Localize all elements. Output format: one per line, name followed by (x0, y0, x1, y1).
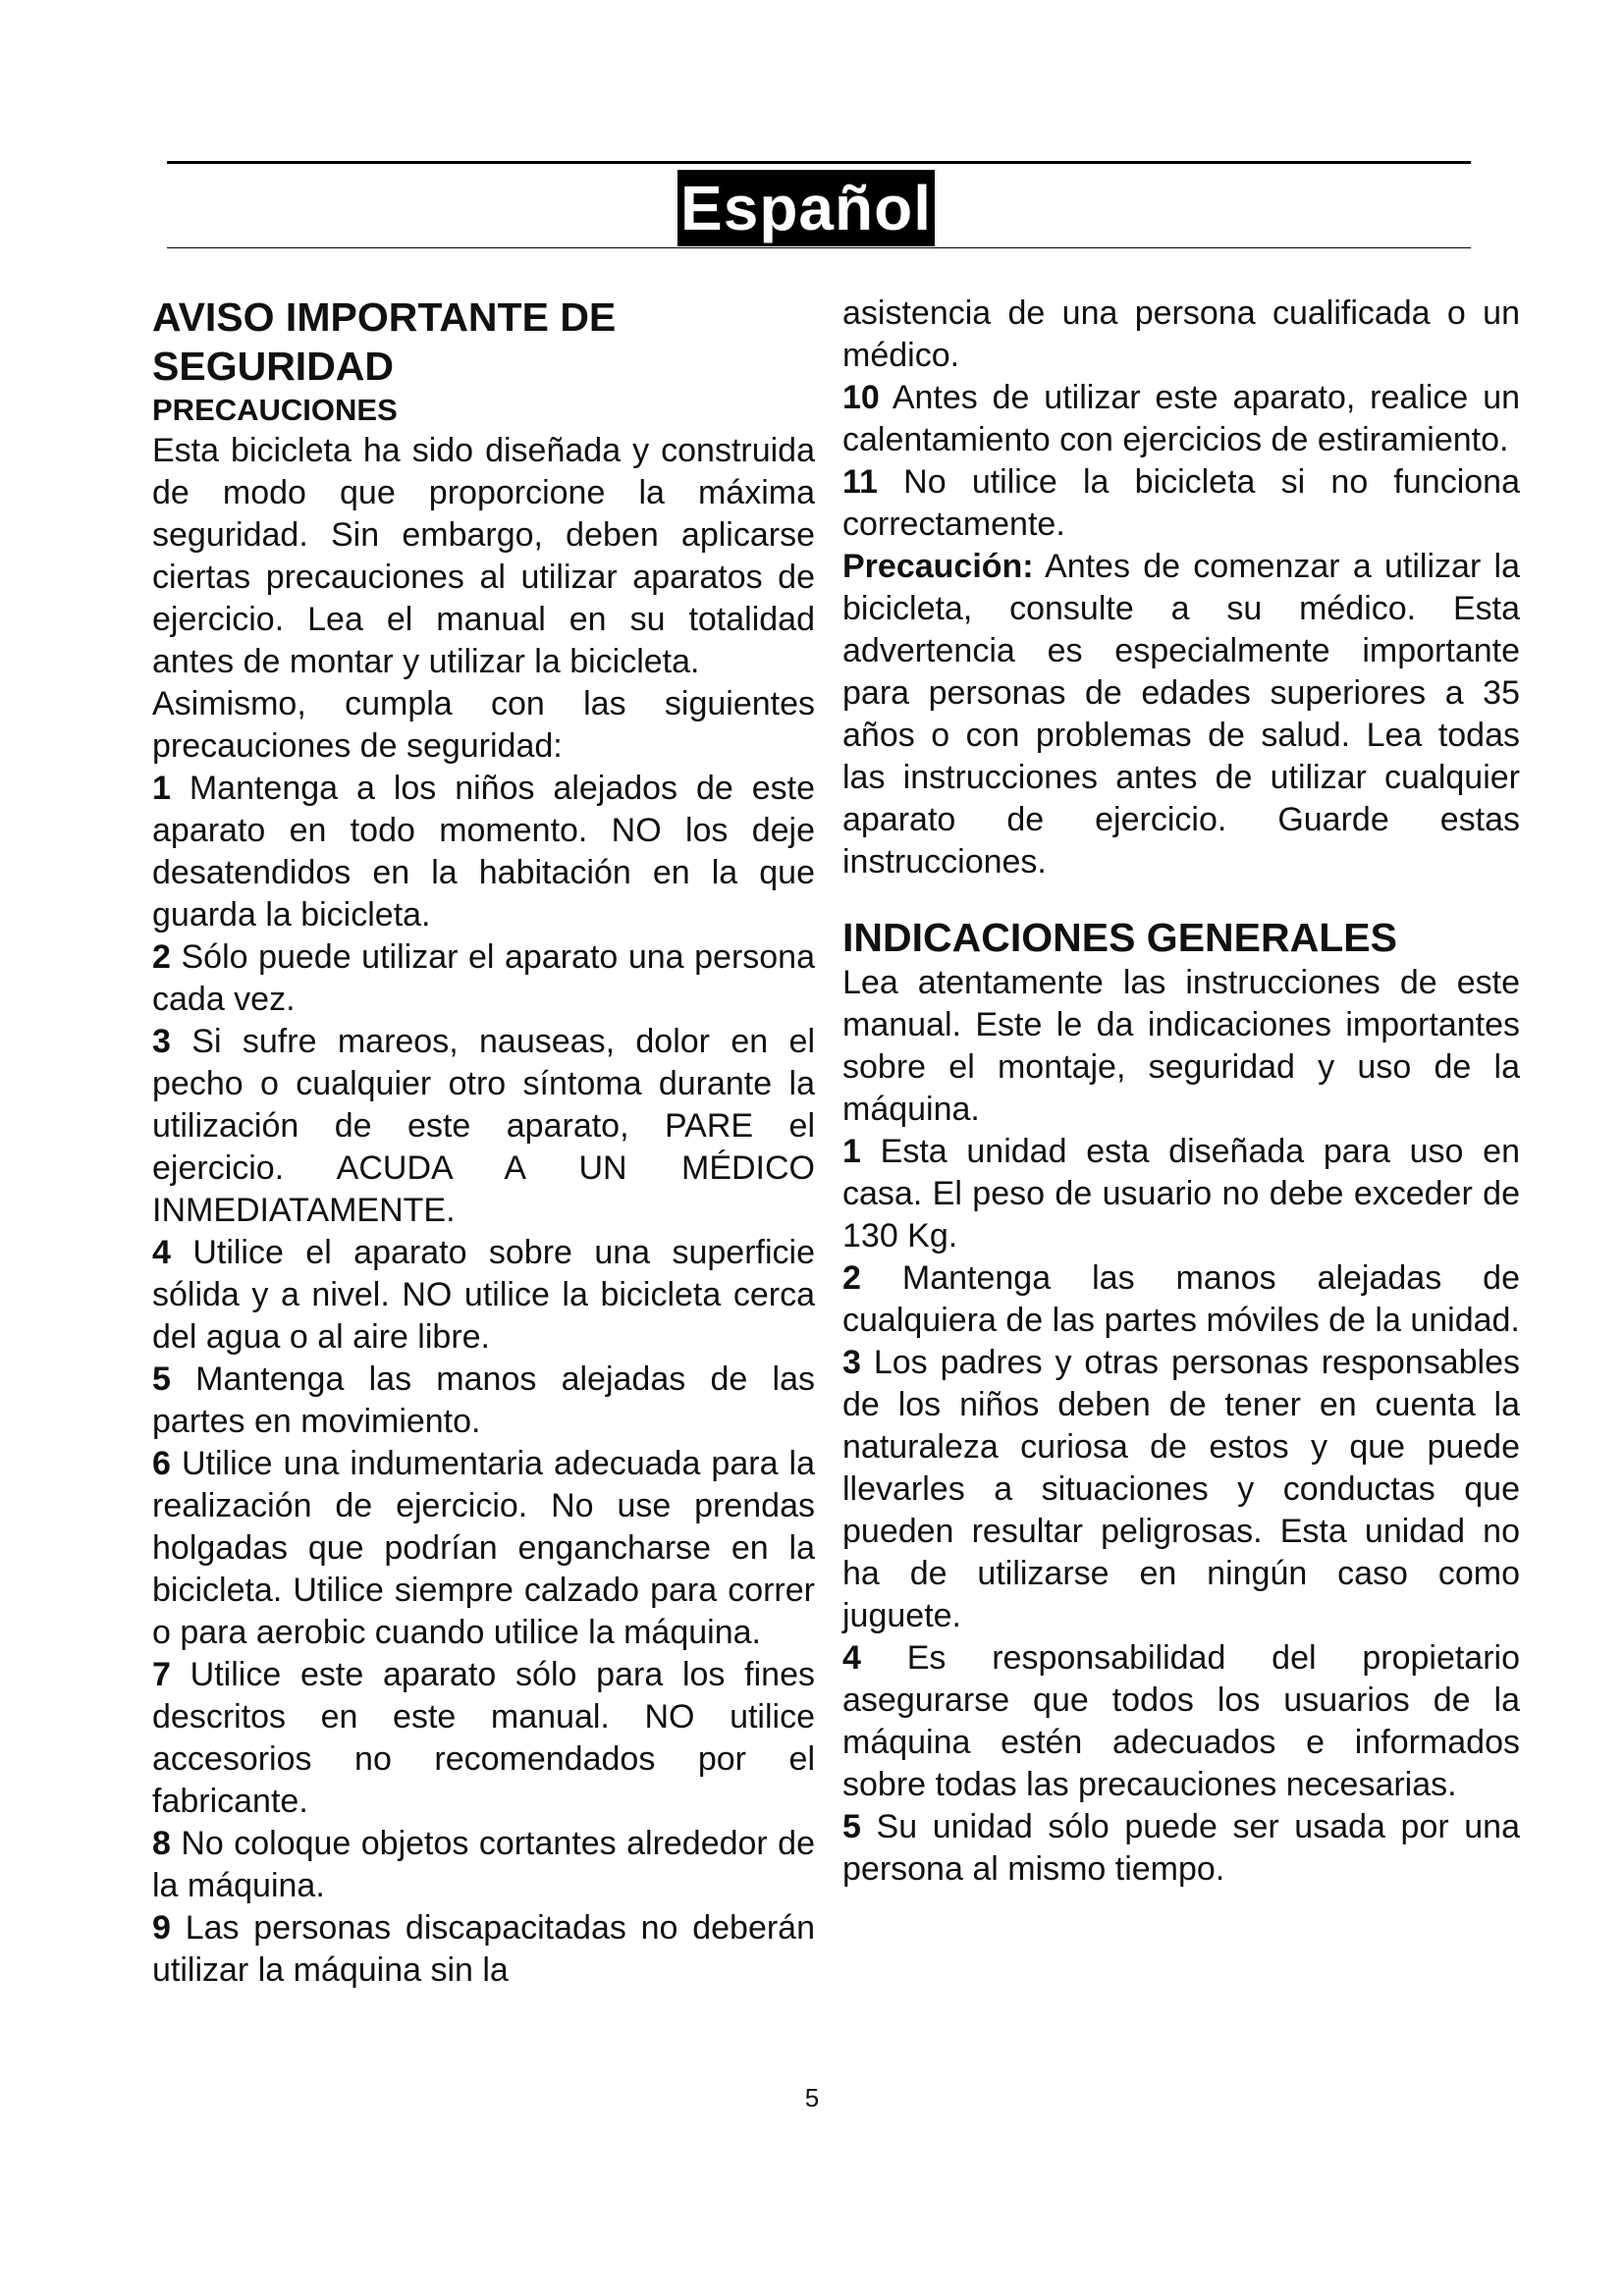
caution-label: Precaución: (842, 548, 1034, 585)
precaution-item (152, 936, 815, 1021)
safety-heading: AVISO IMPORTANTE DE SEGURIDAD (152, 294, 617, 389)
item-number: 1 (842, 1133, 861, 1170)
item-number: 3 (842, 1344, 861, 1381)
precaution-item (842, 377, 1520, 461)
left-column (152, 293, 815, 1992)
item-text: Su unidad sólo puede ser usada por una persona al mismo tiempo. (842, 1808, 1520, 1888)
item-number: 7 (152, 1656, 171, 1693)
general-heading: INDICACIONES GENERALES (842, 915, 1397, 960)
item-text: Utilice una indumentaria adecuada para la realización de ejercicio. No use prendas holgadas que podrían engancharse en la bicicleta. Utilice siempre calzado para correr o para aerobic cuando utilice la máquina. (152, 1445, 815, 1651)
item-number: 6 (152, 1445, 171, 1482)
general-item (842, 1257, 1520, 1342)
general-item (842, 1806, 1520, 1891)
general-item (842, 1342, 1520, 1637)
item-text: Utilice este aparato sólo para los fines descritos en este manual. NO utilice accesorios no recomendados por el fabricante. (152, 1656, 815, 1820)
caution-text: Antes de comenzar a utilizar la bicicleta, consulte a su médico. Esta advertencia es especialmente importante para personas de edades superiores a 35 años o con problemas de salud. Lea todas las instrucciones antes de utilizar cualquier aparato de ejercicio. Guarde estas instrucciones. (842, 548, 1520, 881)
item-text: Mantenga las manos alejadas de las partes en movimiento. (152, 1361, 815, 1440)
item-number: 5 (152, 1361, 171, 1398)
header-rule-top (167, 161, 1471, 164)
item-number: 5 (842, 1808, 861, 1845)
item-number: 1 (152, 770, 171, 807)
precaution-item (152, 1907, 815, 1992)
item-text: Antes de utilizar este aparato, realice un calentamiento con ejercicios de estiramiento. (842, 379, 1521, 458)
item-number: 2 (152, 938, 171, 976)
item-text: Es responsabilidad del propietario asegurarse que todos los usuarios de la máquina estén adecuados e informados sobre todas las precauciones necesarias. (842, 1639, 1520, 1803)
page-number: 5 (804, 2083, 820, 2112)
language-title: Español (677, 170, 935, 246)
precaution-item (152, 1021, 815, 1232)
item-text: Las personas discapacitadas no deberán utilizar la máquina sin la (152, 1909, 815, 1989)
item-text: Mantenga las manos alejadas de cualquiera de las partes móviles de la unidad. (842, 1259, 1520, 1339)
item-number: 4 (152, 1234, 171, 1271)
precaution-item (152, 1232, 815, 1359)
caution-paragraph (842, 546, 1520, 883)
item-text: Si sufre mareos, nauseas, dolor en el pecho o cualquier otro síntoma durante la utilización de este aparato, PARE el ejercicio. ACUDA A UN MÉDICO INMEDIATAMENTE. (152, 1023, 815, 1229)
item-number: 9 (152, 1909, 171, 1947)
precaution-item (152, 768, 815, 936)
precautions-subheading: PRECAUCIONES (152, 393, 398, 427)
intro-paragraph-2: Asimismo, cumpla con las siguientes precauciones de seguridad: (152, 685, 815, 765)
item-number: 8 (152, 1825, 171, 1862)
right-column (842, 293, 1520, 1891)
item-text: No utilice la bicicleta si no funciona correctamente. (842, 463, 1520, 543)
item-number: 4 (842, 1639, 861, 1677)
continuation-text: asistencia de una persona cualificada o un médico. (842, 294, 1520, 374)
item-text: Mantenga a los niños alejados de este aparato en todo momento. NO los deje desatendidos en la habitación en la que guarda la bicicleta. (152, 770, 815, 934)
precaution-item (152, 1359, 815, 1443)
item-number: 3 (152, 1023, 171, 1060)
item-text: Utilice el aparato sobre una superficie sólida y a nivel. NO utilice la bicicleta cerca del agua o al aire libre. (152, 1234, 815, 1356)
item-number: 2 (842, 1259, 861, 1297)
item-text: No coloque objetos cortantes alrededor de la máquina. (152, 1825, 815, 1904)
precaution-item (152, 1443, 815, 1654)
intro-paragraph: Esta bicicleta ha sido diseñada y construida de modo que proporcione la máxima seguridad. Sin embargo, deben aplicarse ciertas precauciones al utilizar aparatos de ejercicio. Lea el manual en su totalidad antes de montar y utilizar la bicicleta. (152, 432, 815, 680)
precaution-item (152, 1823, 815, 1907)
general-item (842, 1131, 1520, 1257)
header-rule-bottom (167, 247, 1471, 248)
precaution-item (152, 1654, 815, 1823)
item-text: Esta unidad esta diseñada para uso en casa. El peso de usuario no debe exceder de 130 Kg. (842, 1133, 1520, 1255)
general-intro: Lea atentamente las instrucciones de este manual. Este le da indicaciones importantes sobre el montaje, seguridad y uso de la máquina. (842, 964, 1520, 1128)
section-spacer (842, 883, 1520, 913)
item-number: 10 (842, 379, 880, 416)
item-text: Los padres y otras personas responsables de los niños deben de tener en cuenta la naturaleza curiosa de estos y que puede llevarles a situaciones y conductas que pueden resultar peligrosas. Esta unidad no ha de utilizarse en ningún caso como juguete. (842, 1344, 1520, 1634)
precaution-item (842, 461, 1520, 546)
item-text: Sólo puede utilizar el aparato una persona cada vez. (152, 938, 815, 1018)
item-number: 11 (842, 463, 878, 501)
general-item (842, 1637, 1520, 1806)
